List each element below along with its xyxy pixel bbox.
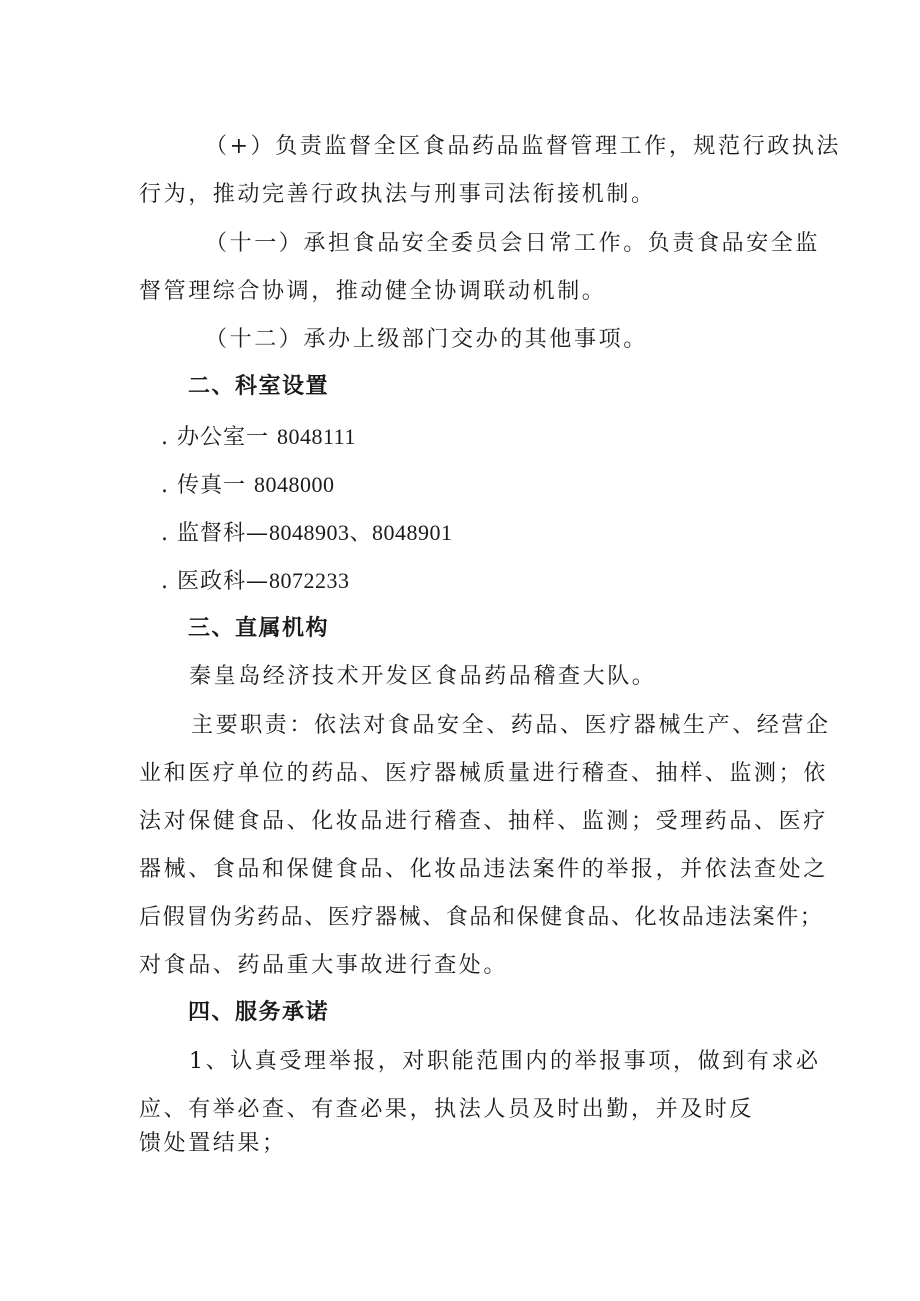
contact-supervision-label: . 监督科—	[161, 521, 269, 546]
item10-line2: 行为，推动完善行政执法与刑事司法衔接机制。	[139, 182, 656, 207]
item10-line1: （+）负责监督全区食品药品监督管理工作，规范行政执法	[205, 134, 842, 159]
commitment-line-3: 馈处置结果；	[139, 1131, 287, 1156]
contact-supervision-number: 8048903、8048901	[269, 520, 453, 545]
duties-line-3: 法对保健食品、化妆品进行稽查、抽样、监测；受理药品、医疗	[139, 809, 828, 834]
section2-heading: 二、科室设置	[188, 374, 330, 399]
duties-line-5: 后假冒伪劣药品、医疗器械、食品和保健食品、化妆品违法案件；	[139, 905, 824, 930]
section4-heading: 四、服务承诺	[188, 1000, 330, 1025]
duties-line-4: 器械、食品和保健食品、化妆品违法案件的举报，并依法查处之	[139, 857, 828, 882]
contact-fax-number: 8048000	[253, 472, 335, 497]
contact-medical	[161, 568, 350, 595]
contact-fax-label: . 传真一	[161, 473, 254, 498]
contact-office-number: 8048111	[276, 424, 356, 449]
contact-supervision	[161, 520, 453, 547]
commitment-line-1: 1、认真受理举报，对职能范围内的举报事项，做到有求必	[189, 1049, 821, 1074]
org-name: 秦皇岛经济技术开发区食品药品稽查大队。	[189, 664, 657, 689]
contact-office	[161, 424, 356, 451]
commitment-line-2: 应、有举必查、有查必果，执法人员及时出勤，并及时反	[139, 1097, 755, 1122]
duties-line-6: 对食品、药品重大事故进行查处。	[139, 953, 509, 978]
duties-line-1: 主要职责：依法对食品安全、药品、医疗器械生产、经营企	[191, 713, 831, 738]
duties-line-2: 业和医疗单位的药品、医疗器械质量进行稽查、抽样、监测；依	[139, 761, 828, 786]
contact-office-label: . 办公室一	[161, 425, 277, 450]
item12-line1: （十二）承办上级部门交办的其他事项。	[205, 327, 648, 352]
contact-medical-number: 8072233	[269, 568, 350, 593]
section3-heading: 三、直属机构	[188, 616, 330, 641]
item11-line2: 督管理综合协调，推动健全协调联动机制。	[139, 279, 607, 304]
contact-medical-label: . 医政科—	[161, 569, 269, 594]
contact-fax	[161, 472, 334, 499]
item11-line1: （十一）承担食品安全委员会日常工作。负责食品安全监	[205, 231, 821, 256]
